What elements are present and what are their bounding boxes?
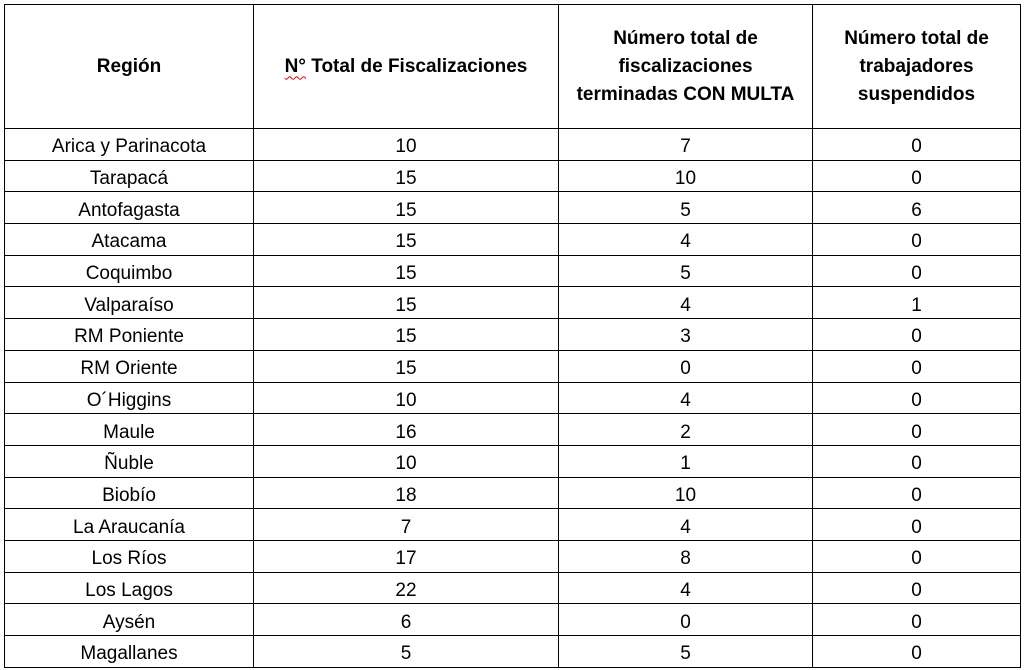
- cell-suspendidos: 0: [813, 129, 1021, 161]
- cell-region: RM Poniente: [5, 319, 254, 351]
- cell-region: Atacama: [5, 224, 254, 256]
- table-row: [5, 319, 1021, 351]
- cell-region: Aysén: [5, 604, 254, 636]
- table-container: [4, 4, 1021, 668]
- cell-con-multa: 4: [559, 224, 813, 256]
- cell-total: 10: [254, 129, 559, 161]
- cell-total: 18: [254, 477, 559, 509]
- cell-total: 15: [254, 224, 559, 256]
- table-row: [5, 224, 1021, 256]
- cell-con-multa: 0: [559, 350, 813, 382]
- cell-con-multa: 3: [559, 319, 813, 351]
- cell-region: RM Oriente: [5, 350, 254, 382]
- cell-region: Biobío: [5, 477, 254, 509]
- cell-region: Tarapacá: [5, 160, 254, 192]
- cell-region: Antofagasta: [5, 192, 254, 224]
- header-total: [254, 5, 559, 129]
- cell-total: 7: [254, 509, 559, 541]
- cell-suspendidos: 0: [813, 350, 1021, 382]
- fiscalizaciones-table: [4, 4, 1021, 668]
- cell-con-multa: 2: [559, 414, 813, 446]
- cell-total: 15: [254, 350, 559, 382]
- cell-region: Ñuble: [5, 445, 254, 477]
- header-con-multa-label: Número total de fiscalizaciones terminadas CON MULTA: [576, 27, 795, 105]
- cell-suspendidos: 0: [813, 540, 1021, 572]
- table-row: [5, 192, 1021, 224]
- cell-region: Maule: [5, 414, 254, 446]
- table-row: [5, 604, 1021, 636]
- header-region: [5, 5, 254, 129]
- table-row: [5, 160, 1021, 192]
- cell-con-multa: 1: [559, 445, 813, 477]
- table-row: [5, 445, 1021, 477]
- cell-region: Magallanes: [5, 636, 254, 668]
- cell-suspendidos: 1: [813, 287, 1021, 319]
- cell-con-multa: 5: [559, 636, 813, 668]
- cell-suspendidos: 0: [813, 509, 1021, 541]
- table-row: [5, 540, 1021, 572]
- cell-con-multa: 7: [559, 129, 813, 161]
- table-row: [5, 255, 1021, 287]
- cell-total: 6: [254, 604, 559, 636]
- cell-total: 15: [254, 192, 559, 224]
- cell-suspendidos: 0: [813, 160, 1021, 192]
- cell-region: Coquimbo: [5, 255, 254, 287]
- header-total-label: Total de Fiscalizaciones: [305, 55, 528, 77]
- cell-total: 10: [254, 382, 559, 414]
- cell-region: Los Lagos: [5, 572, 254, 604]
- table-row: [5, 509, 1021, 541]
- cell-total: 16: [254, 414, 559, 446]
- header-suspendidos: [813, 5, 1021, 129]
- cell-region: O´Higgins: [5, 382, 254, 414]
- cell-total: 10: [254, 445, 559, 477]
- cell-suspendidos: 0: [813, 382, 1021, 414]
- cell-con-multa: 4: [559, 382, 813, 414]
- table-row: [5, 350, 1021, 382]
- header-region-label: Región: [96, 55, 162, 77]
- cell-total: 22: [254, 572, 559, 604]
- cell-suspendidos: 0: [813, 604, 1021, 636]
- cell-con-multa: 0: [559, 604, 813, 636]
- table-body: [5, 129, 1021, 668]
- table-row: [5, 572, 1021, 604]
- cell-total: 17: [254, 540, 559, 572]
- cell-region: Valparaíso: [5, 287, 254, 319]
- table-row: [5, 636, 1021, 668]
- cell-suspendidos: 0: [813, 636, 1021, 668]
- cell-suspendidos: 0: [813, 255, 1021, 287]
- table-row: [5, 382, 1021, 414]
- cell-suspendidos: 0: [813, 445, 1021, 477]
- header-suspendidos-label: Número total de trabajadores suspendidos: [844, 27, 989, 105]
- cell-suspendidos: 6: [813, 192, 1021, 224]
- cell-con-multa: 8: [559, 540, 813, 572]
- table-row: [5, 414, 1021, 446]
- cell-suspendidos: 0: [813, 477, 1021, 509]
- cell-con-multa: 10: [559, 477, 813, 509]
- header-con-multa: [559, 5, 813, 129]
- cell-total: 15: [254, 319, 559, 351]
- table-row: [5, 129, 1021, 161]
- cell-con-multa: 5: [559, 192, 813, 224]
- header-row: [5, 5, 1021, 129]
- cell-total: 15: [254, 255, 559, 287]
- cell-total: 15: [254, 287, 559, 319]
- cell-suspendidos: 0: [813, 224, 1021, 256]
- cell-suspendidos: 0: [813, 319, 1021, 351]
- cell-total: 5: [254, 636, 559, 668]
- cell-region: Los Ríos: [5, 540, 254, 572]
- cell-con-multa: 10: [559, 160, 813, 192]
- cell-con-multa: 4: [559, 572, 813, 604]
- header-total-prefix: N°: [284, 55, 306, 77]
- cell-region: Arica y Parinacota: [5, 129, 254, 161]
- cell-con-multa: 4: [559, 287, 813, 319]
- cell-region: La Araucanía: [5, 509, 254, 541]
- cell-suspendidos: 0: [813, 414, 1021, 446]
- cell-total: 15: [254, 160, 559, 192]
- table-row: [5, 287, 1021, 319]
- cell-con-multa: 4: [559, 509, 813, 541]
- cell-suspendidos: 0: [813, 572, 1021, 604]
- cell-con-multa: 5: [559, 255, 813, 287]
- table-row: [5, 477, 1021, 509]
